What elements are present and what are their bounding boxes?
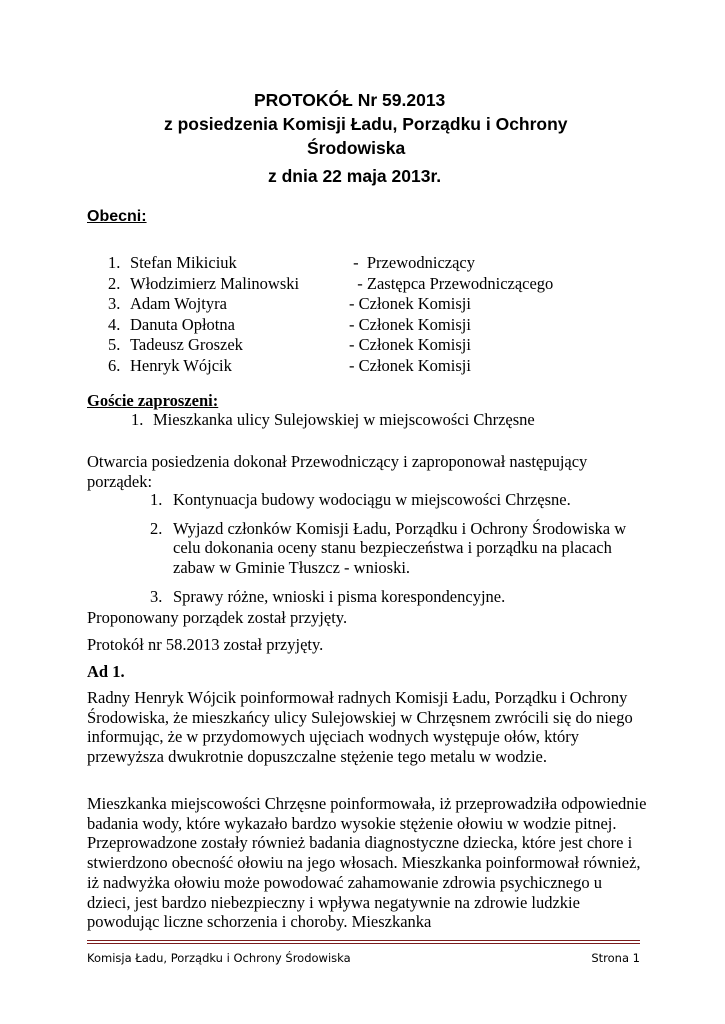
agenda-number: 3. (150, 586, 163, 606)
member-number: 6. (108, 355, 121, 375)
agenda-number: 2. (150, 518, 163, 538)
ad1-paragraph-1: Radny Henryk Wójcik poinformował radnych Komisji Ładu, Porządku i Ochrony Środowiska, że mieszkańcy ulicy Sulejowskiej w Chrzęsnem zwrócili się do niego informując, że w przydomowych ujęciach wodnych występuje ołów, który przewyższa dwukrotnie dopuszczalne stężenie tego metalu w wodzie. (87, 688, 633, 767)
agenda-accepted: Proponowany porządek został przyjęty. (87, 608, 348, 627)
member-row (108, 294, 553, 315)
guest-number: 1. (131, 410, 144, 429)
members-list (108, 253, 553, 376)
member-role: - Członek Komisji (349, 314, 471, 334)
member-role: - Przewodniczący (349, 253, 475, 272)
present-heading: Obecni: (87, 208, 147, 225)
guest-text: Mieszkanka ulicy Sulejowskiej w miejscowości Chrzęsne (153, 410, 535, 429)
member-name: Włodzimierz Malinowski (130, 273, 300, 293)
agenda-list (150, 490, 630, 616)
agenda-text: Wyjazd członków Komisji Ładu, Porządku i Ochrony Środowiska w celu dokonania oceny stanu bezpieczeństwa i porządku na placach zabaw w Gminie Tłuszcz - wnioski. (173, 518, 627, 578)
title-line-4: z dnia 22 maja 2013r. (268, 166, 442, 186)
member-row (108, 315, 553, 336)
agenda-text: Sprawy różne, wnioski i pisma korespondencyjne. (173, 586, 506, 606)
member-role: - Zastępca Przewodniczącego (349, 273, 554, 293)
guests-heading: Goście zaproszeni: (87, 391, 219, 410)
title-line-2: z posiedzenia Komisji Ładu, Porządku i Ochrony (164, 114, 568, 134)
member-row (108, 253, 553, 274)
member-number: 1. (108, 253, 121, 272)
member-name: Henryk Wójcik (130, 355, 232, 375)
member-name: Tadeusz Groszek (130, 335, 243, 354)
member-role: - Członek Komisji (349, 355, 471, 375)
guest-item (131, 410, 535, 430)
agenda-item (150, 587, 630, 607)
member-name: Adam Wojtyra (130, 294, 227, 313)
footer-rule (87, 940, 640, 941)
ad1-paragraph-2: Mieszkanka miejscowości Chrzęsne poinformowała, iż przeprowadziła odpowiednie badania wody, które wykazało bardzo wysokie stężenie ołowiu w wodzie pitnej. Przeprowadzone zostały również badania diagnostyczne dziecka, które jest chore i stwierdzono obecność ołowiu na jego włosach. Mieszkanka poinformował również, iż nadwyżka ołowiu może powodować zahamowanie zdrowia psychicznego u dzieci, jest bardzo niebezpieczny i wpływa negatywnie na zdrowie ludzkie powodując liczne schorzenia i choroby. Mieszkanka (87, 794, 647, 932)
opening-paragraph: Otwarcia posiedzenia dokonał Przewodniczący i zaproponował następujący porządek: (87, 452, 588, 491)
member-number: 4. (108, 314, 121, 334)
member-row (108, 335, 553, 356)
agenda-text: Kontynuacja budowy wodociągu w miejscowości Chrzęsne. (173, 490, 571, 509)
footer-rule-thin (87, 943, 640, 944)
footer-committee-name: Komisja Ładu, Porządku i Ochrony Środowiska (87, 951, 351, 965)
agenda-number: 1. (150, 490, 163, 509)
member-name: Stefan Mikiciuk (130, 253, 237, 272)
document-title (0, 88, 725, 188)
member-number: 5. (108, 335, 121, 354)
title-line-1: PROTOKÓŁ Nr 59.2013 (254, 90, 446, 110)
ad1-heading: Ad 1. (87, 662, 125, 681)
member-row (108, 274, 553, 295)
member-number: 2. (108, 273, 121, 293)
agenda-item (150, 490, 630, 510)
member-row (108, 356, 553, 377)
protocol-accepted: Protokół nr 58.2013 został przyjęty. (87, 635, 324, 654)
member-role: - Członek Komisji (349, 294, 471, 313)
member-number: 3. (108, 294, 121, 313)
footer-page-number: Strona 1 (591, 951, 640, 965)
agenda-item (150, 519, 630, 578)
member-name: Danuta Opłotna (130, 314, 235, 334)
title-line-3: Środowiska (307, 138, 406, 158)
member-role: - Członek Komisji (349, 335, 471, 354)
